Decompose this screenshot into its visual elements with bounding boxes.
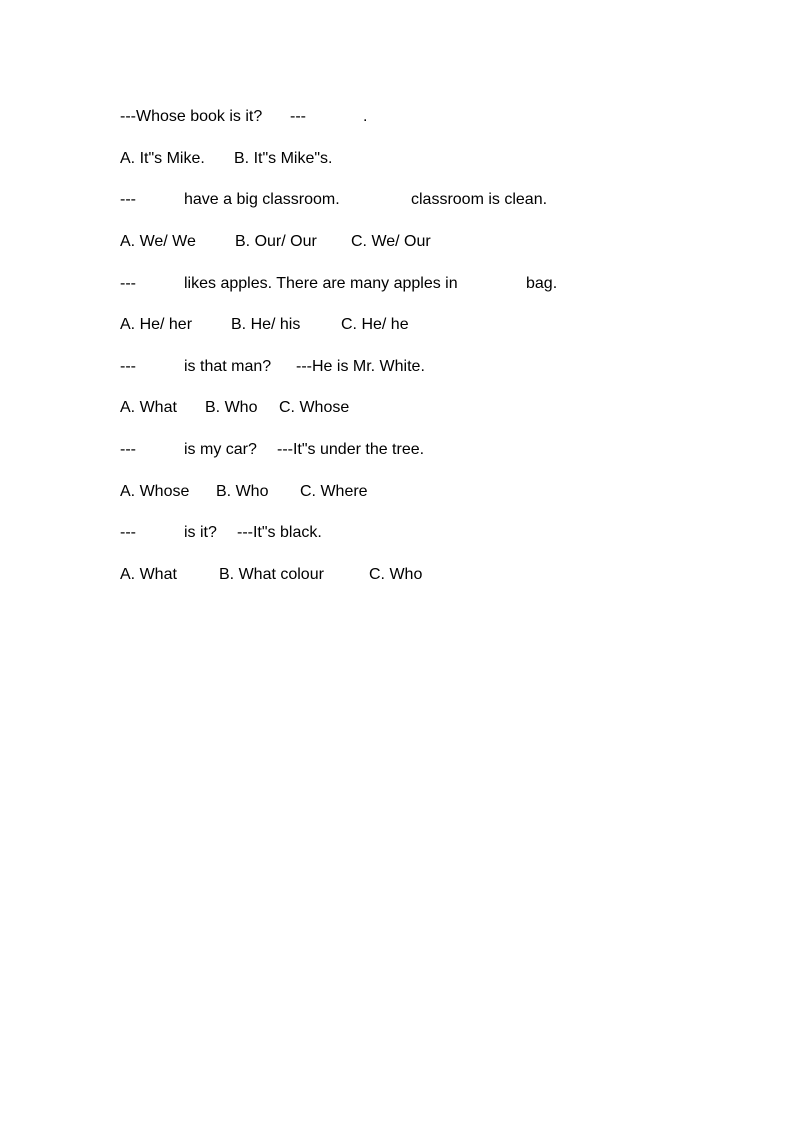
question-6-option-b: B. What colour [219, 566, 324, 583]
question-2-option-b: B. Our/ Our [235, 233, 317, 250]
question-2-text-2: classroom is clean. [411, 191, 548, 208]
question-5-dash: --- [120, 441, 136, 458]
question-3-text-1: likes apples. There are many apples in [184, 275, 458, 292]
question-1-option-b: B. It"s Mike"s. [234, 150, 333, 167]
question-5-option-c: C. Where [300, 483, 368, 500]
question-2-option-c: C. We/ Our [351, 233, 431, 250]
question-4-option-c: C. Whose [279, 399, 350, 416]
question-5-text-2: ---It"s under the tree. [277, 441, 425, 458]
question-5-text-1: is my car? [184, 441, 257, 458]
question-6-text-1: is it? [184, 524, 217, 541]
question-6-text-2: ---It"s black. [237, 524, 322, 541]
question-4-dash: --- [120, 358, 136, 375]
question-4-option-b: B. Who [205, 399, 258, 416]
question-1-text: ---Whose book is it? [120, 108, 263, 125]
question-3-text-2: bag. [526, 275, 558, 292]
question-1-option-a: A. It"s Mike. [120, 150, 205, 167]
question-4-text-1: is that man? [184, 358, 272, 375]
question-6-option-c: C. Who [369, 566, 423, 583]
question-3-option-b: B. He/ his [231, 316, 301, 333]
question-4-text-2: ---He is Mr. White. [296, 358, 425, 375]
question-3-option-a: A. He/ her [120, 316, 193, 333]
question-2-option-a: A. We/ We [120, 233, 196, 250]
question-2-text-1: have a big classroom. [184, 191, 340, 208]
question-1-answer-dash: --- [290, 108, 306, 125]
question-2-dash: --- [120, 191, 136, 208]
question-6-dash: --- [120, 524, 136, 541]
question-4-option-a: A. What [120, 399, 177, 416]
question-1-period: . [363, 108, 368, 125]
question-3-dash: --- [120, 275, 136, 292]
question-3-option-c: C. He/ he [341, 316, 409, 333]
question-5-option-b: B. Who [216, 483, 269, 500]
question-6-option-a: A. What [120, 566, 177, 583]
question-5-option-a: A. Whose [120, 483, 190, 500]
